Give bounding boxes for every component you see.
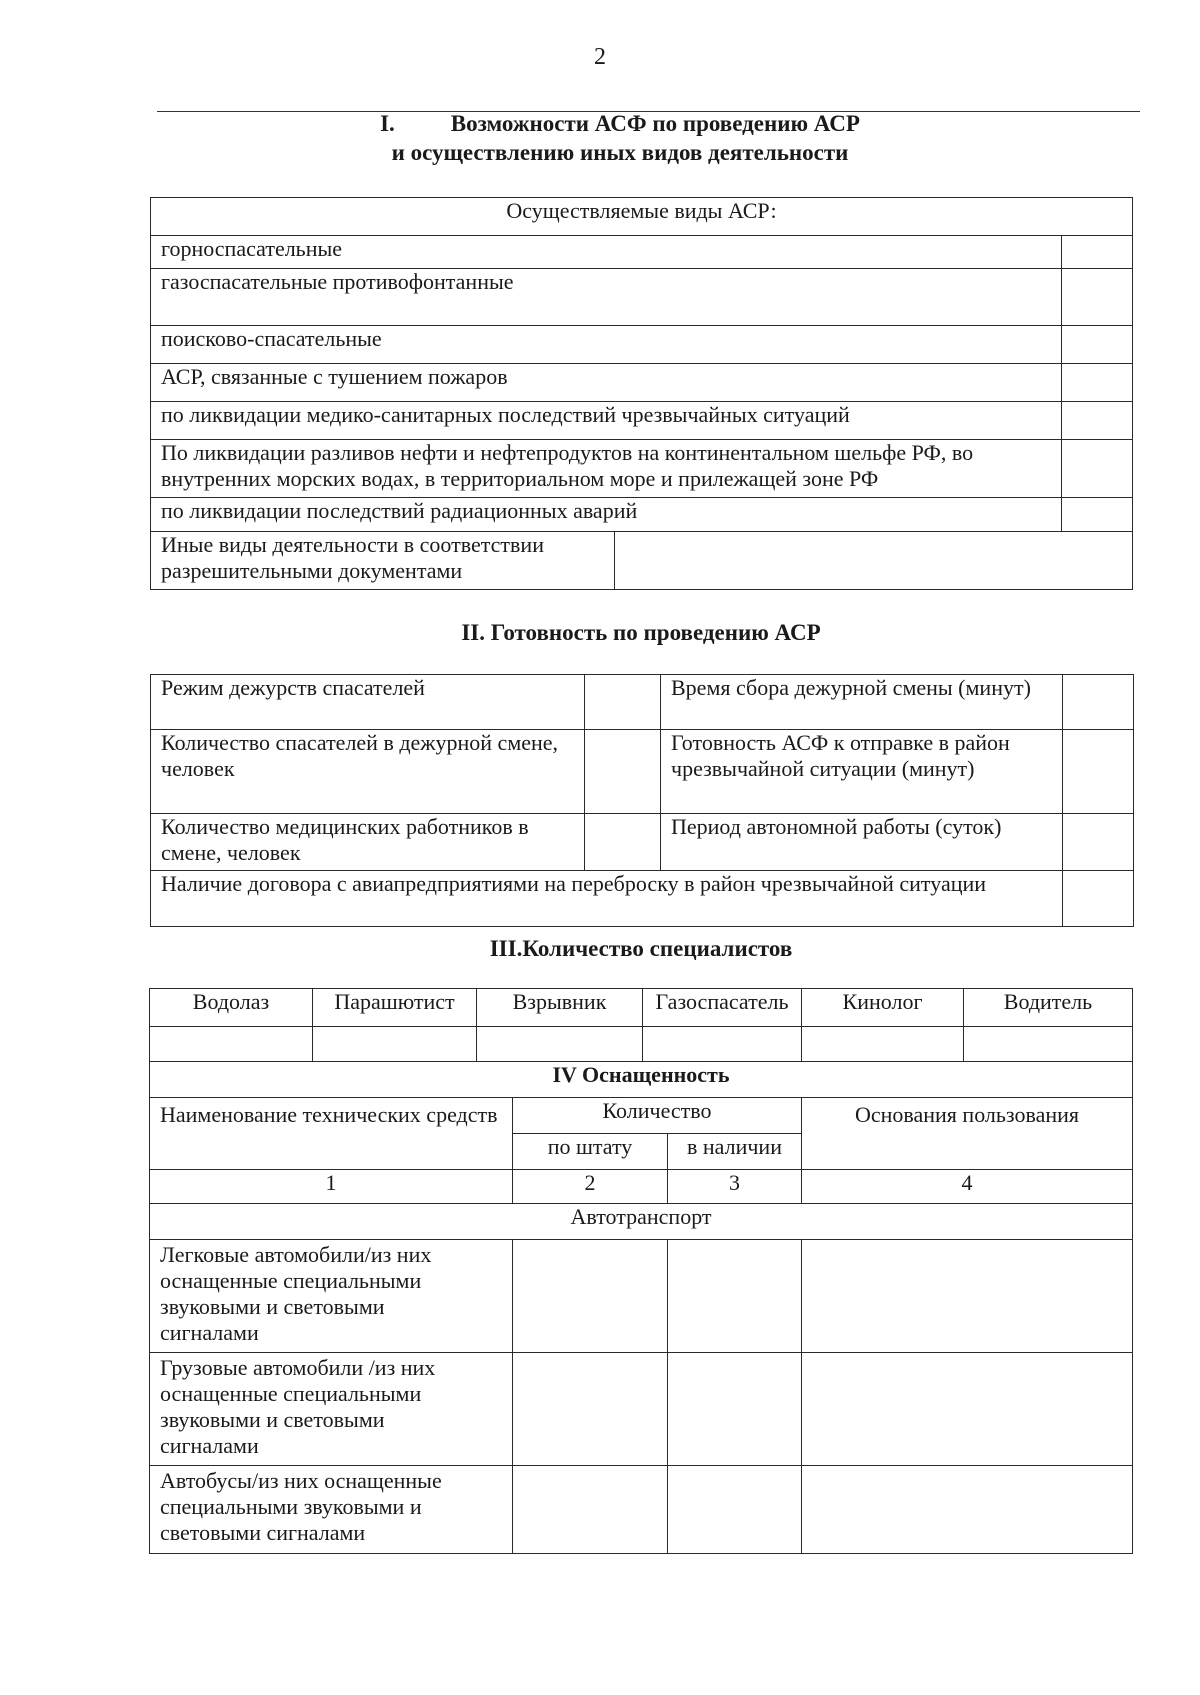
specialist-col-gas-rescuer: Газоспасатель — [643, 989, 802, 1027]
other-activities-label: Иные виды деятельности в соответствии разрешительными документами — [151, 532, 615, 590]
equipment-item-cars: Легковые автомобили/из них оснащенные специальными звуковыми и световыми сигналами — [150, 1240, 513, 1353]
asr-type-mark-cell[interactable] — [1062, 498, 1133, 532]
table-row — [150, 1062, 1133, 1098]
asr-type-label: по ликвидации медико-санитарных последствий чрезвычайных ситуаций — [151, 402, 1062, 440]
table-row — [151, 326, 1133, 364]
specialists-equipment-table — [149, 988, 1133, 1554]
air-contract-value-cell[interactable] — [1063, 871, 1134, 927]
specialist-count-cell[interactable] — [477, 1027, 643, 1062]
specialist-col-diver: Водолаз — [150, 989, 313, 1027]
table-row — [150, 1240, 1133, 1353]
section1-title-line1: Возможности АСФ по проведению АСР — [450, 111, 860, 136]
rescuers-count-label: Количество спасателей в дежурной смене, человек — [151, 730, 585, 814]
duty-regime-value-cell[interactable] — [585, 675, 661, 730]
specialist-col-blaster: Взрывник — [477, 989, 643, 1027]
table-row — [150, 1353, 1133, 1466]
page-number: 2 — [594, 44, 606, 70]
usage-basis-value-cell[interactable] — [802, 1353, 1133, 1466]
asr-type-mark-cell[interactable] — [1062, 402, 1133, 440]
rescuers-count-value-cell[interactable] — [585, 730, 661, 814]
air-contract-label: Наличие договора с авиапредприятиями на переброску в район чрезвычайной ситуации — [151, 871, 1063, 927]
available-value-cell[interactable] — [668, 1353, 802, 1466]
equipment-item-buses: Автобусы/из них оснащенные специальными звуковыми и световыми сигналами — [150, 1466, 513, 1554]
table-row — [150, 1466, 1133, 1554]
asr-type-label: поисково-спасательные — [151, 326, 1062, 364]
table-row — [151, 364, 1133, 402]
asr-type-label: АСР, связанные с тушением пожаров — [151, 364, 1062, 402]
table-row — [151, 440, 1133, 498]
table-row — [150, 1098, 1133, 1134]
available-value-cell[interactable] — [668, 1240, 802, 1353]
available-header: в наличии — [668, 1134, 802, 1170]
equipment-name-header: Наименование технических средств — [150, 1098, 513, 1170]
quantity-header: Количество — [513, 1098, 802, 1134]
medics-count-value-cell[interactable] — [585, 814, 661, 871]
by-staff-value-cell[interactable] — [513, 1353, 668, 1466]
asr-type-mark-cell[interactable] — [1062, 326, 1133, 364]
usage-basis-value-cell[interactable] — [802, 1240, 1133, 1353]
table-row — [150, 1027, 1133, 1062]
table-row — [151, 730, 1134, 814]
readiness-value-cell[interactable] — [1063, 730, 1134, 814]
section1-title-line2: и осуществлению иных видов деятельности — [391, 140, 849, 165]
usage-basis-value-cell[interactable] — [802, 1466, 1133, 1554]
asr-type-mark-cell[interactable] — [1062, 364, 1133, 402]
specialist-count-cell[interactable] — [964, 1027, 1133, 1062]
asr-type-mark-cell[interactable] — [1062, 236, 1133, 269]
asr-type-mark-cell[interactable] — [1062, 269, 1133, 326]
table-row — [150, 1204, 1133, 1240]
specialist-count-cell[interactable] — [802, 1027, 964, 1062]
table-row — [151, 675, 1134, 730]
by-staff-value-cell[interactable] — [513, 1240, 668, 1353]
col-number-1: 1 — [150, 1170, 513, 1204]
available-value-cell[interactable] — [668, 1466, 802, 1554]
other-activities-value-cell[interactable] — [615, 532, 1133, 590]
section1-number: I. — [380, 111, 395, 136]
specialist-col-dog-handler: Кинолог — [802, 989, 964, 1027]
specialist-col-paratrooper: Парашютист — [313, 989, 477, 1027]
asr-type-label: по ликвидации последствий радиационных аварий — [151, 498, 1062, 532]
section1-title — [300, 109, 940, 167]
section3-title: III.Количество специалистов — [489, 936, 793, 961]
specialist-count-cell[interactable] — [313, 1027, 477, 1062]
asr-type-label: газоспасательные противофонтанные — [151, 269, 1062, 326]
table-row — [151, 198, 1133, 236]
assembly-time-value-cell[interactable] — [1063, 675, 1134, 730]
usage-basis-header: Основания пользования — [802, 1098, 1133, 1170]
autonomy-period-value-cell[interactable] — [1063, 814, 1134, 871]
asr-type-label: горноспасательные — [151, 236, 1062, 269]
table-row — [150, 989, 1133, 1027]
asr-type-label: По ликвидации разливов нефти и нефтепродуктов на континентальном шельфе РФ, во внутренних морских водах, в территориальном море и прилежащей зоне РФ — [151, 440, 1062, 498]
table-row — [151, 236, 1133, 269]
section2-title: II. Готовность по проведению АСР — [461, 620, 821, 645]
medics-count-label: Количество медицинских работников в смене, человек — [151, 814, 585, 871]
table-row — [151, 498, 1133, 532]
duty-regime-label: Режим дежурств спасателей — [151, 675, 585, 730]
readiness-label: Готовность АСФ к отправке в район чрезвычайной ситуации (минут) — [661, 730, 1063, 814]
table-row — [151, 814, 1134, 871]
specialist-count-cell[interactable] — [643, 1027, 802, 1062]
group-title-vehicles: Автотранспорт — [150, 1204, 1133, 1240]
by-staff-value-cell[interactable] — [513, 1466, 668, 1554]
col-number-3: 3 — [668, 1170, 802, 1204]
assembly-time-label: Время сбора дежурной смены (минут) — [661, 675, 1063, 730]
table-row — [151, 871, 1134, 927]
readiness-table — [150, 674, 1134, 927]
specialist-count-cell[interactable] — [150, 1027, 313, 1062]
equipment-item-trucks: Грузовые автомобили /из них оснащенные специальными звуковыми и световыми сигналами — [150, 1353, 513, 1466]
section4-title: IV Оснащенность — [150, 1062, 1133, 1098]
table-row — [150, 1170, 1133, 1204]
col-number-4: 4 — [802, 1170, 1133, 1204]
table-row — [151, 532, 1133, 590]
col-number-2: 2 — [513, 1170, 668, 1204]
specialist-col-driver: Водитель — [964, 989, 1133, 1027]
by-staff-header: по штату — [513, 1134, 668, 1170]
asr-types-table — [150, 197, 1133, 590]
table-row — [151, 402, 1133, 440]
asr-types-header: Осуществляемые виды АСР: — [151, 198, 1133, 236]
asr-type-mark-cell[interactable] — [1062, 440, 1133, 498]
table-row — [151, 269, 1133, 326]
autonomy-period-label: Период автономной работы (суток) — [661, 814, 1063, 871]
